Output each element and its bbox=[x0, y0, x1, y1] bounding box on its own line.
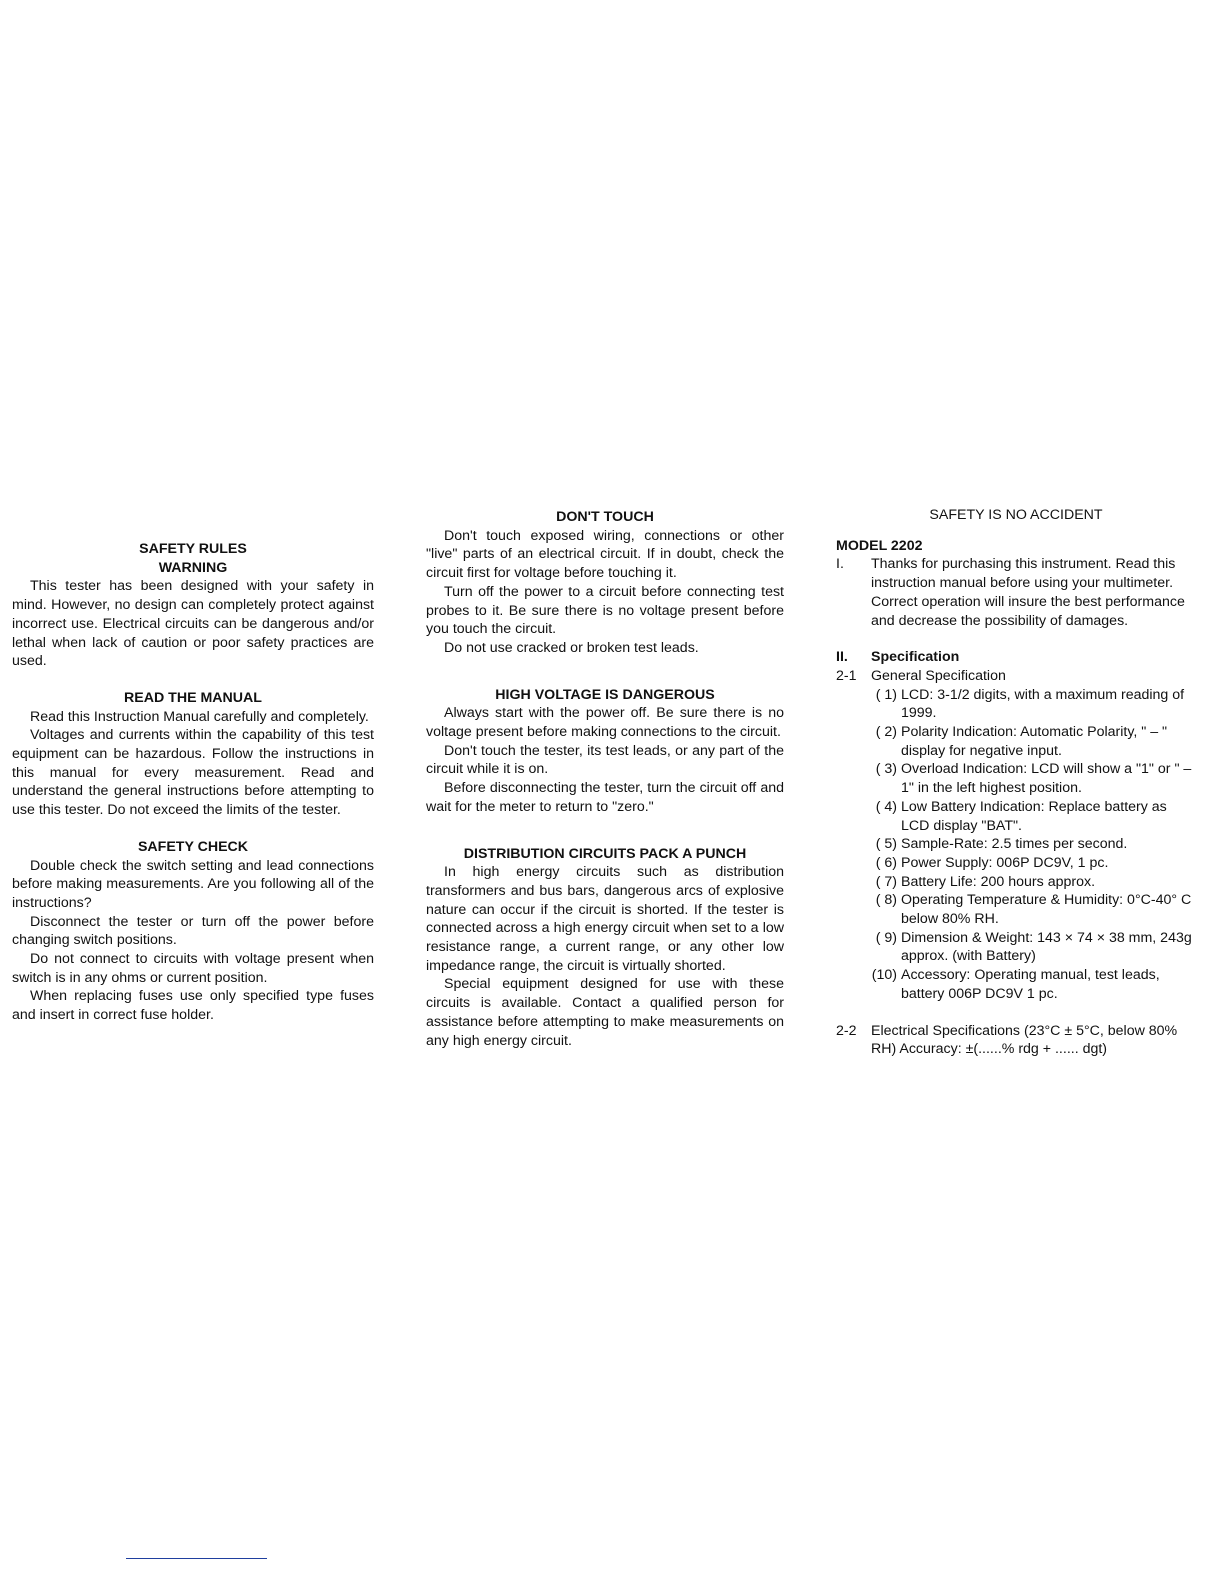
high-voltage-paragraph-2: Don't touch the tester, its test leads, or any part of the circuit while it is on. bbox=[426, 742, 784, 778]
model-heading: MODEL 2202 bbox=[836, 537, 923, 554]
column-safety-rules bbox=[12, 540, 374, 1025]
spec-item bbox=[871, 873, 1196, 892]
subsection-2-1-title: General Specification bbox=[871, 667, 1006, 684]
spec-item bbox=[871, 966, 1196, 1003]
spec-text: Polarity Indication: Automatic Polarity, " – " display for negative input. bbox=[901, 724, 1168, 759]
spec-number: (10) bbox=[871, 967, 897, 984]
high-voltage-heading: HIGH VOLTAGE IS DANGEROUS bbox=[495, 686, 715, 703]
spec-number: ( 9) bbox=[875, 929, 897, 946]
subsection-2-2-number: 2-2 bbox=[836, 1022, 857, 1039]
spec-text: Accessory: Operating manual, test leads, battery 006P DC9V 1 pc. bbox=[901, 967, 1160, 1002]
section-2-title: Specification bbox=[871, 649, 960, 666]
spec-item bbox=[871, 723, 1196, 760]
spec-item bbox=[871, 686, 1196, 723]
spec-number: ( 2) bbox=[875, 724, 897, 741]
spec-item bbox=[871, 798, 1196, 835]
spec-item bbox=[871, 854, 1196, 873]
safety-check-paragraph-2: Disconnect the tester or turn off the power before changing switch positions. bbox=[12, 913, 374, 949]
spec-list bbox=[836, 686, 1196, 1004]
distribution-paragraph-1: In high energy circuits such as distribution transformers and bus bars, dangerous arcs of explosive nature can occur if the circuit is shorted. If the tester is connected across a high energy circuit when set to a low resistance range, a current range, or any other low impedance range, the circuit is virtually shorted. bbox=[426, 864, 784, 974]
safety-check-heading: SAFETY CHECK bbox=[137, 838, 249, 855]
section-2-number: II. bbox=[836, 649, 848, 666]
subsection-2-2-text: Electrical Specifications (23°C ± 5°C, below 80% RH) Accuracy: ±(......% rdg + ...... dgt) bbox=[871, 1022, 1178, 1058]
subsection-2-2 bbox=[836, 1022, 1196, 1059]
high-voltage-paragraph-1: Always start with the power off. Be sure there is no voltage present before making connections to the circuit. bbox=[426, 705, 784, 741]
column-specification bbox=[836, 506, 1196, 1059]
spec-item bbox=[871, 835, 1196, 854]
spec-number: ( 7) bbox=[875, 873, 897, 890]
spec-item bbox=[871, 760, 1196, 797]
distribution-paragraph-2: Special equipment designed for use with these circuits is available. Contact a qualified person for assistance before attempting to make measurements on any high energy circuit. bbox=[426, 976, 784, 1049]
page-title: SAFETY IS NO ACCIDENT bbox=[929, 507, 1103, 523]
spec-text: Dimension & Weight: 143 × 74 × 38 mm, 243g approx. (with Battery) bbox=[901, 929, 1192, 965]
dont-touch-paragraph-1: Don't touch exposed wiring, connections or other "live" parts of an electrical circuit. If in doubt, check the circuit first for voltage before touching it. bbox=[426, 527, 784, 582]
read-manual-heading: READ THE MANUAL bbox=[124, 689, 262, 706]
distribution-heading: DISTRIBUTION CIRCUITS PACK A PUNCH bbox=[463, 845, 747, 862]
spec-text: Sample-Rate: 2.5 times per second. bbox=[901, 836, 1128, 853]
spec-text: LCD: 3-1/2 digits, with a maximum reading of 1999. bbox=[901, 686, 1185, 722]
section-2 bbox=[836, 648, 1196, 667]
read-manual-paragraph-2: Voltages and currents within the capability of this test equipment can be hazardous. Follow the instructions in this manual for every measurement. Read and understand the general instructions before attempting to use this tester. Do not exceed the limits of the tester. bbox=[12, 727, 374, 819]
column-dont-touch bbox=[426, 508, 784, 1050]
spec-text: Power Supply: 006P DC9V, 1 pc. bbox=[901, 854, 1109, 871]
spec-item bbox=[871, 929, 1196, 966]
spec-number: ( 1) bbox=[875, 686, 897, 703]
dont-touch-paragraph-3: Do not use cracked or broken test leads. bbox=[444, 639, 699, 656]
warning-text: This tester has been designed with your safety in mind. However, no design can completely protect against incorrect use. Electrical circuits can be dangerous and/or lethal when lack of caution or poor safety practices are used. bbox=[12, 578, 374, 670]
warning-heading: WARNING bbox=[158, 559, 228, 576]
spec-text: Low Battery Indication: Replace battery as LCD display "BAT". bbox=[901, 798, 1167, 834]
dont-touch-paragraph-2: Turn off the power to a circuit before connecting test probes to it. Be sure there is no voltage present before you touch the circuit. bbox=[426, 583, 784, 638]
high-voltage-paragraph-3: Before disconnecting the tester, turn the circuit off and wait for the meter to return to "zero." bbox=[426, 780, 784, 815]
spec-text: Operating Temperature & Humidity: 0°C-40° C below 80% RH. bbox=[901, 892, 1192, 928]
section-1-text: Thanks for purchasing this instrument. Read this instruction manual before using your multimeter. Correct operation will insure the best performance and decrease the possibility of damages. bbox=[871, 556, 1185, 629]
safety-check-paragraph-4: When replacing fuses use only specified type fuses and insert in correct fuse holder. bbox=[12, 988, 374, 1024]
read-manual-paragraph-1: Read this Instruction Manual carefully and completely. bbox=[30, 708, 369, 725]
section-1 bbox=[836, 555, 1196, 630]
spec-number: ( 4) bbox=[875, 798, 897, 815]
subsection-2-1-number: 2-1 bbox=[836, 667, 857, 684]
spec-number: ( 8) bbox=[875, 892, 897, 909]
spec-text: Battery Life: 200 hours approx. bbox=[901, 873, 1096, 890]
spec-number: ( 3) bbox=[875, 761, 897, 778]
safety-check-paragraph-3: Do not connect to circuits with voltage present when switch is in any ohms or current position. bbox=[12, 951, 374, 986]
safety-check-paragraph-1: Double check the switch setting and lead connections before making measurements. Are you following all of the instructions? bbox=[12, 857, 374, 911]
dont-touch-heading: DON'T TOUCH bbox=[556, 509, 654, 525]
subsection-2-1 bbox=[836, 667, 1196, 686]
spec-number: ( 5) bbox=[875, 836, 897, 853]
spec-item bbox=[871, 891, 1196, 928]
footer-rule bbox=[126, 1558, 267, 1559]
spec-text: Overload Indication: LCD will show a "1" or " – 1" in the left highest position. bbox=[901, 761, 1192, 797]
spec-number: ( 6) bbox=[875, 854, 897, 871]
section-1-number: I. bbox=[836, 556, 844, 573]
safety-rules-heading: SAFETY RULES bbox=[139, 541, 247, 557]
